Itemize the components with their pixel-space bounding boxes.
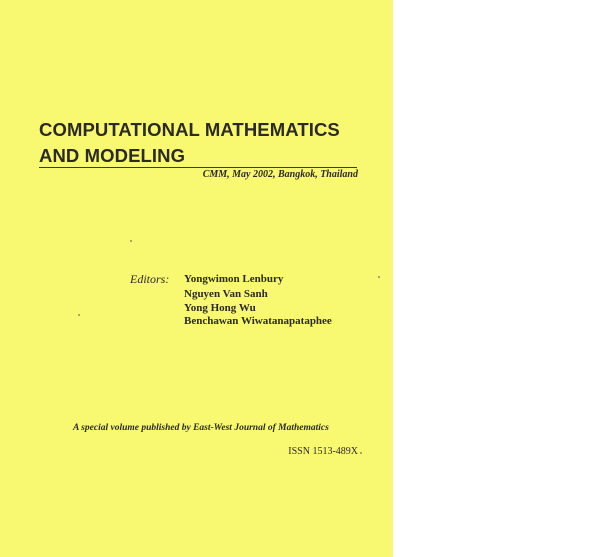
editor-name: Benchawan Wiwatanapataphee bbox=[184, 315, 332, 327]
editor-name: Yongwimon Lenbury bbox=[184, 273, 284, 285]
title-underline bbox=[39, 167, 357, 168]
title-line-2: AND MODELING bbox=[39, 145, 186, 166]
issn-number: ISSN 1513-489X bbox=[288, 446, 358, 457]
paper-speck bbox=[360, 452, 362, 454]
title-line-1: COMPUTATIONAL MATHEMATICS bbox=[39, 119, 340, 140]
paper-speck bbox=[130, 240, 132, 242]
paper-speck bbox=[378, 276, 380, 278]
editor-name: Yong Hong Wu bbox=[184, 302, 256, 314]
editors-label: Editors: bbox=[130, 272, 170, 286]
conference-info: CMM, May 2002, Bangkok, Thailand bbox=[202, 169, 358, 180]
special-volume-note: A special volume published by East-West Journal of Mathematics bbox=[73, 423, 329, 433]
paper-speck bbox=[78, 314, 80, 316]
editor-name: Nguyen Van Sanh bbox=[184, 288, 268, 300]
